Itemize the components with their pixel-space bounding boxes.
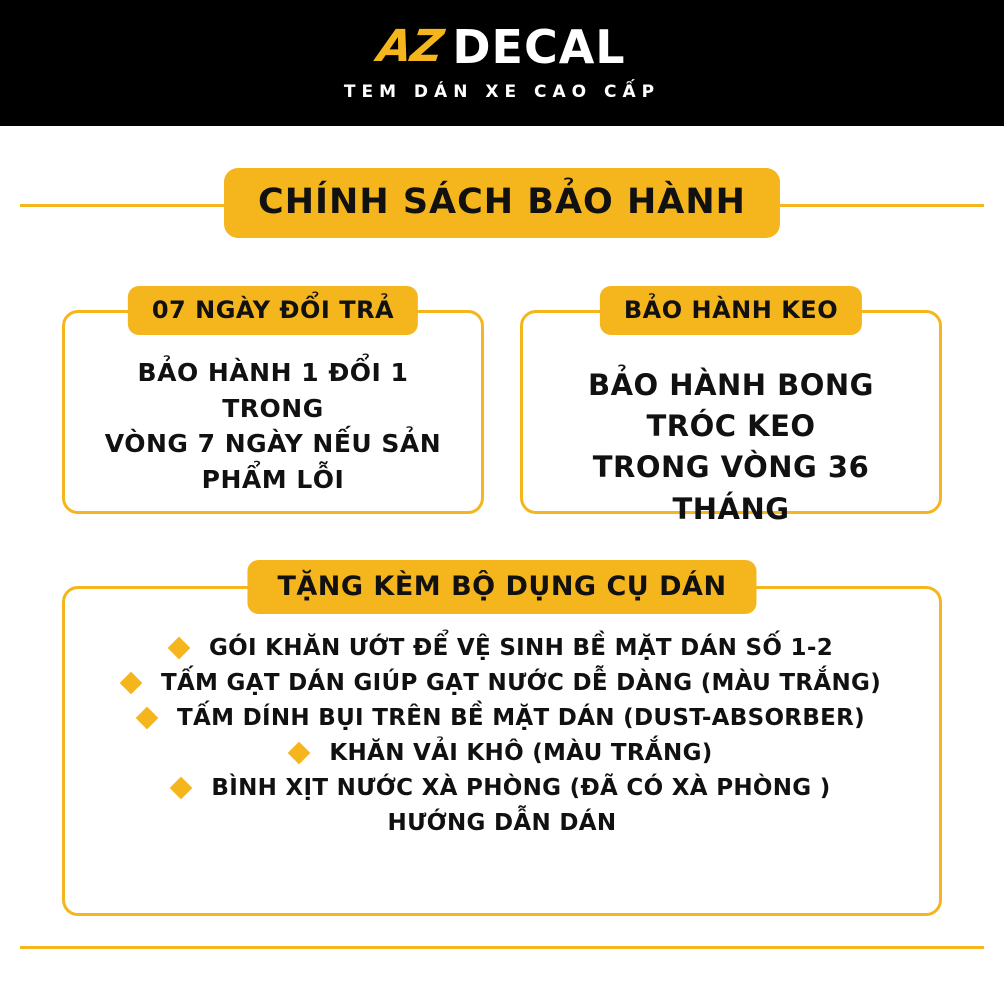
diamond-bullet-icon (170, 777, 193, 800)
diamond-bullet-icon (120, 672, 143, 695)
list-item (65, 705, 939, 731)
brand-logo-az: AZ (374, 21, 446, 72)
page-title-wrapper (0, 168, 1004, 238)
list-item-label: TẤM GẠT DÁN GIÚP GẠT NƯỚC DỄ DÀNG (MÀU TRẮNG) (160, 670, 882, 696)
tool-kit-list (65, 589, 939, 801)
card-return-policy-badge: 07 NGÀY ĐỔI TRẢ (128, 286, 418, 335)
card-return-policy-line: BẢO HÀNH 1 ĐỔI 1 TRONG (137, 358, 409, 423)
card-glue-warranty-body (523, 313, 939, 552)
list-item-label: KHĂN VẢI KHÔ (MÀU TRẮNG) (329, 740, 713, 766)
card-glue-warranty-line: BẢO HÀNH BONG TRÓC KEO (588, 368, 874, 444)
brand-logo-decal: DECAL (452, 20, 626, 74)
diamond-bullet-icon (168, 637, 191, 660)
card-return-policy-body (65, 313, 481, 519)
diamond-bullet-icon (288, 742, 311, 765)
list-item-label: GÓI KHĂN ƯỚT ĐỂ VỆ SINH BỀ MẶT DÁN SỐ 1-2 (208, 635, 834, 661)
brand-tagline: TEM DÁN XE CAO CẤP (343, 82, 661, 102)
card-return-policy-line: VÒNG 7 NGÀY NẾU SẢN (104, 429, 442, 458)
list-item-label: BÌNH XỊT NƯỚC XÀ PHÒNG (ĐÃ CÓ XÀ PHÒNG ) (211, 775, 831, 801)
card-glue-warranty-line: TRONG VÒNG 36 THÁNG (592, 450, 870, 526)
card-free-tool-kit (62, 571, 942, 916)
bottom-divider-line (20, 946, 984, 949)
list-item (65, 775, 939, 801)
diamond-bullet-icon (136, 707, 159, 730)
card-glue-warranty-badge: BẢO HÀNH KEO (600, 286, 862, 335)
list-item (65, 740, 939, 766)
card-glue-warranty (520, 296, 942, 526)
card-return-policy (62, 296, 484, 514)
list-item-label: TẤM DÍNH BỤI TRÊN BỀ MẶT DÁN (DUST-ABSORBER) (177, 705, 865, 731)
list-item (65, 670, 939, 696)
card-return-policy-line: PHẨM LỖI (201, 464, 345, 494)
list-item (65, 635, 939, 661)
tool-kit-footer-note: HƯỚNG DẪN DÁN (387, 810, 617, 836)
brand-header (0, 0, 1004, 126)
brand-logo (374, 20, 626, 74)
card-free-tool-kit-badge: TẶNG KÈM BỘ DỤNG CỤ DÁN (247, 560, 756, 614)
page-title: CHÍNH SÁCH BẢO HÀNH (224, 168, 780, 238)
